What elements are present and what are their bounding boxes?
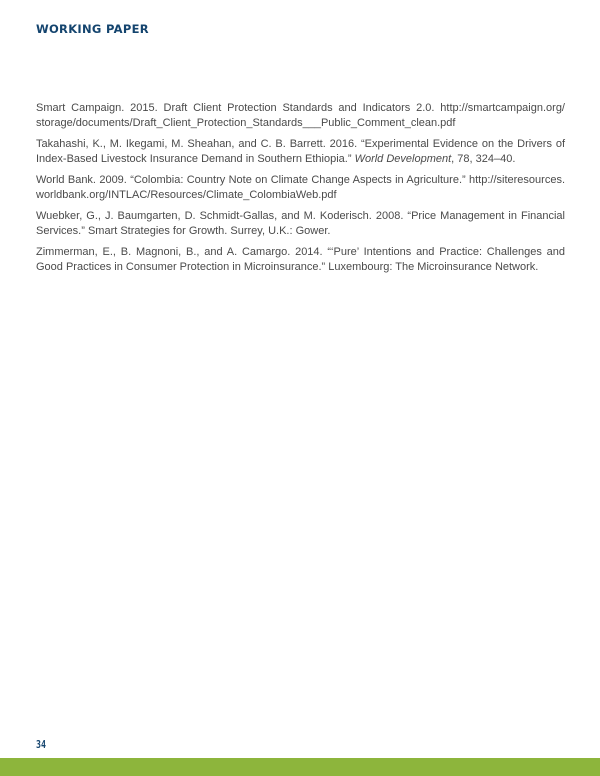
document-header: WORKING PAPER (36, 22, 149, 36)
reference-zimmerman: Zimmerman, E., B. Magnoni, B., and A. Camargo. 2014. “‘Pure’ Intentions and Practice: Challenges and Good Practices in Consumer Protection in Microinsurance.” Luxembourg: The Microinsurance Network. (36, 246, 565, 273)
footer-bar (0, 758, 600, 776)
reference-takahashi (36, 137, 565, 167)
reference-world-bank: World Bank. 2009. “Colombia: Country Note on Climate Change Aspects in Agriculture.” http://siteresources. worldbank.org/INTLAC/Resources/Climate_ColombiaWeb.pdf (36, 174, 565, 201)
reference-list (36, 101, 565, 281)
reference-smart-campaign: Smart Campaign. 2015. Draft Client Protection Standards and Indicators 2.0. http://smartcampaign.org/ storage/documents/Draft_Client_Protection_Standards___Public_Comment_clean.pdf (36, 102, 565, 129)
reference-takahashi-journal: World Development (354, 153, 452, 165)
reference-takahashi-text: Takahashi, K., M. Ikegami, M. Sheahan, and C. B. Barrett. 2016. “Experimental Evidence on the Drivers of Index-Based Livestock Insurance Demand in Southern Ethiopia.” (36, 138, 565, 165)
reference-wuebker: Wuebker, G., J. Baumgarten, D. Schmidt-Gallas, and M. Koderisch. 2008. “Price Management in Financial Services.” Smart Strategies for Growth. Surrey, U.K.: Gower. (36, 210, 565, 237)
reference-takahashi-volume: , 78, 324–40. (451, 153, 516, 165)
page-number: 34 (36, 738, 46, 751)
